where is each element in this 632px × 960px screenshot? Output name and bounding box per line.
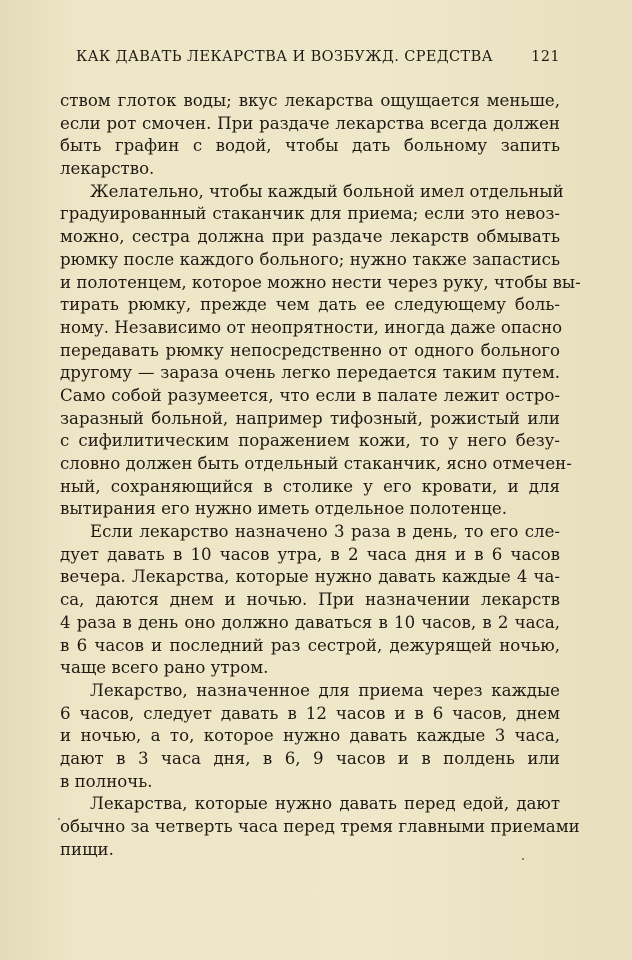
text-line: ством глоток воды; вкус лекарства ощущается меньше, (60, 91, 560, 110)
header-title: КАК ДАВАТЬ ЛЕКАРСТВА И ВОЗБУЖД. СРЕДСТВА (76, 49, 494, 65)
text-line: ному. Независимо от неопрятности, иногда даже опасно (60, 317, 563, 337)
text-line: если рот смочен. При раздаче лекарства всегда должен (60, 113, 560, 133)
text-line: Лекарство, назначенное для приема через каждые (90, 680, 560, 700)
text-line: лекарство. (60, 159, 155, 179)
text-line: рюмку после каждого больного; нужно также запастись (60, 249, 560, 269)
text-line: дует давать в 10 часов утра, в 2 часа дня и в 6 часов (60, 544, 560, 564)
text-line: с сифилитическим поражением кожи, то у него безу- (60, 431, 560, 451)
text-line: словно должен быть отдельный стаканчик, ясно отмечен- (60, 454, 572, 473)
text-line: Желательно, чтобы каждый больной имел отдельный (90, 181, 564, 201)
text-line: тирать рюмку, прежде чем дать ее следующему боль- (60, 295, 560, 315)
text-line: дают в 3 часа дня, в 6, 9 часов и в полдень или (60, 748, 560, 768)
text-line: Если лекарство назначено 3 раза в день, то его сле- (90, 522, 560, 542)
text-line: Лекарства, которые нужно давать перед едой, дают (90, 794, 560, 814)
text-line: в 6 часов и последний раз сестрой, дежурящей ночью, (60, 635, 560, 655)
text-line: и ночью, а то, которое нужно давать каждые 3 часа, (60, 726, 560, 746)
text-line: пищи. (60, 839, 114, 859)
text-line: другому — зараза очень легко передается таким путем. (60, 363, 560, 383)
body-text (60, 90, 581, 861)
text-line: передавать рюмку непосредственно от одного больного (60, 340, 560, 360)
text-line: вытирания его нужно иметь отдельное полотенце. (60, 499, 507, 519)
text-line: можно, сестра должна при раздаче лекарств обмывать (60, 227, 560, 247)
page-number: 121 (531, 49, 560, 65)
text-line: и полотенцем, которое можно нести через руку, чтобы вы- (60, 272, 581, 292)
print-speck (522, 858, 524, 860)
text-line: ный, сохраняющийся в столике у его кровати, и для (60, 476, 560, 496)
text-line: 4 раза в день оно должно даваться в 10 часов, в 2 часа, (60, 612, 560, 632)
text-line: Само собой разумеется, что если в палате лежит остро- (60, 385, 560, 405)
print-speck (58, 818, 60, 820)
text-line: градуированный стаканчик для приема; если это невоз- (60, 204, 560, 224)
text-line: вечера. Лекарства, которые нужно давать каждые 4 ча- (60, 567, 560, 587)
text-line: обычно за четверть часа перед тремя главными приемами (60, 817, 580, 836)
text-line: 6 часов, следует давать в 12 часов и в 6 часов, днем (60, 703, 560, 723)
text-line: в полночь. (60, 771, 153, 791)
text-line: чаще всего рано утром. (60, 658, 269, 678)
text-line: заразный больной, например тифозный, рожистый или (60, 408, 560, 428)
text-line: быть графин с водой, чтобы дать больному запить (60, 136, 560, 156)
running-header (76, 49, 560, 71)
text-line: са, даются днем и ночью. При назначении лекарств (60, 590, 560, 610)
